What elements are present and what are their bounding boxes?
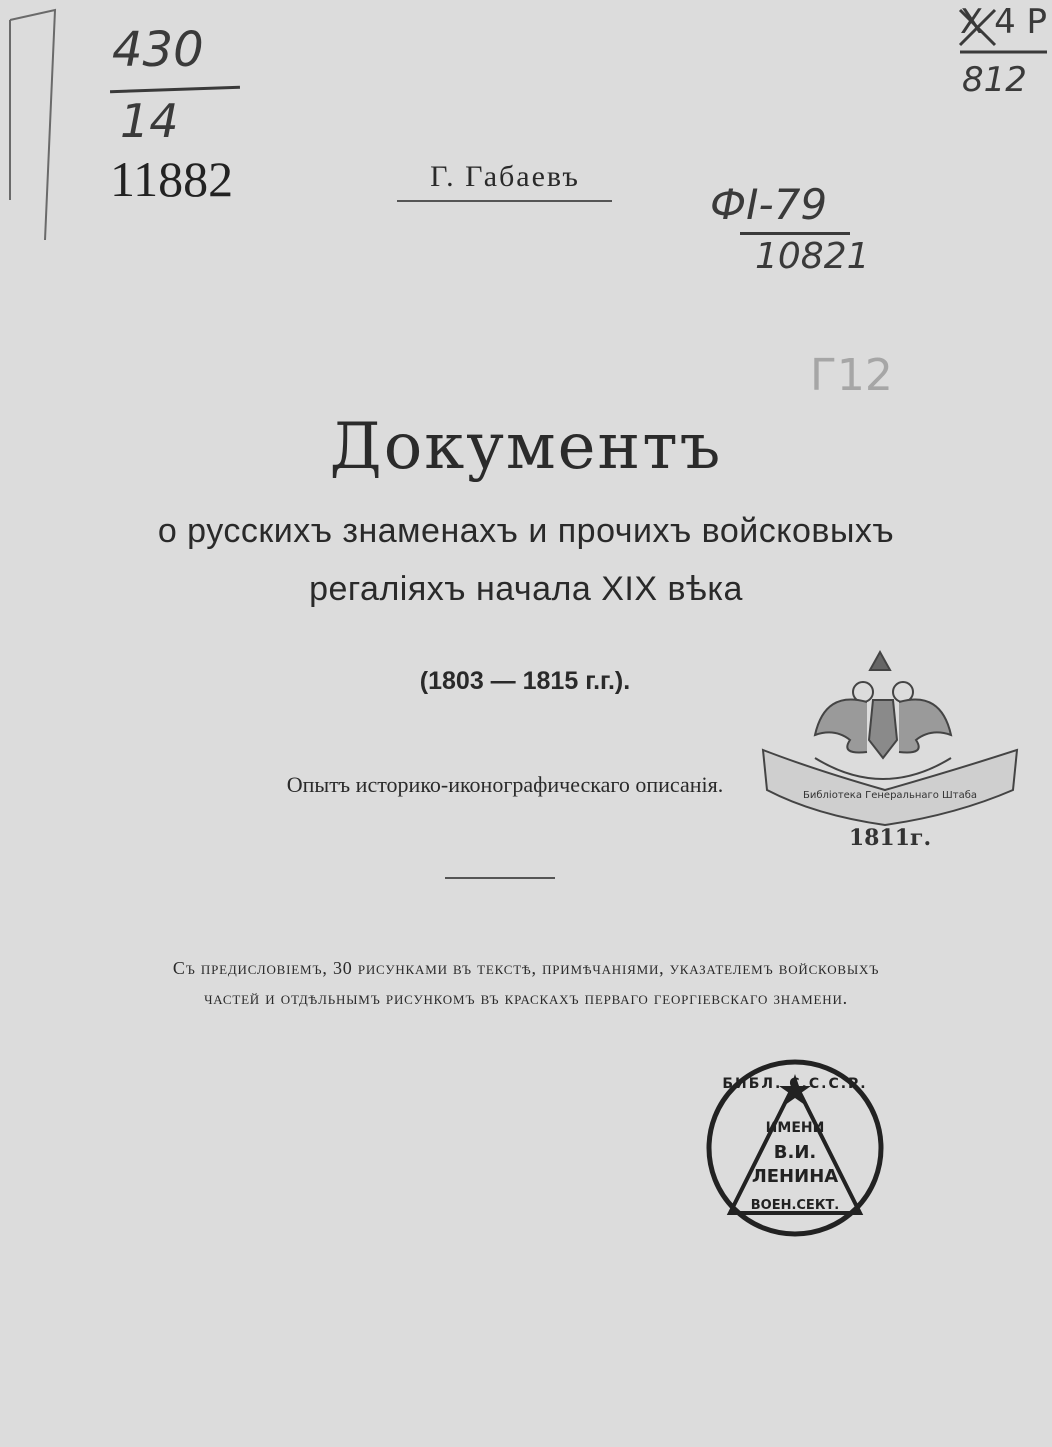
stamp-line-2: В.И. <box>773 1142 817 1163</box>
stamp-line-4: ВОЕН.СЕКТ. <box>750 1198 840 1213</box>
handwritten-fraction-bar <box>110 86 240 94</box>
author-name: Г. Габаевъ <box>430 160 580 193</box>
handwritten-number-top: 430 <box>112 22 204 78</box>
handwritten-number-bottom: 14 <box>120 94 179 148</box>
extras-line-2: частей и отдѣльнымъ рисункомъ въ краскахъ перваго георгіевскаго знамени. <box>204 988 848 1008</box>
margin-pencil-mark <box>0 0 120 260</box>
inventory-number: 11882 <box>110 151 234 207</box>
shelf-mark-bottom: 10821 <box>755 236 870 277</box>
section-divider <box>445 877 555 879</box>
lenin-library-stamp <box>705 1058 885 1238</box>
shelf-mark-top: ФI-79 <box>710 180 828 229</box>
extras-line-1: Съ предисловіемъ, 30 рисунками въ текстѣ, примѣчаніями, указателемъ войсковыхъ <box>172 958 880 978</box>
handwritten-code-top-right: Х 4 Р <box>960 2 1048 42</box>
year-range: (1803 — 1815 г.г.). <box>419 667 631 695</box>
shelf-mark-bar <box>740 232 850 235</box>
author-rule <box>397 200 612 202</box>
eagle-library-stamp <box>755 640 1025 880</box>
faint-pencil-code: Г12 <box>810 350 893 401</box>
stamp-line-1: ИМЕНИ <box>765 1120 825 1136</box>
strikethrough-mark <box>955 0 1052 60</box>
eagle-stamp-ribbon-text: Библіотека Генеральнаго Штаба <box>803 790 977 801</box>
subtitle-line-1: о русскихъ знаменахъ и прочихъ войсковыхъ <box>157 512 895 550</box>
subtitle-line-2: регаліяхъ начала XIX вѣка <box>309 570 743 608</box>
eagle-stamp-year: 1811г. <box>848 825 932 851</box>
document-title: Документъ <box>329 410 723 484</box>
description-line: Опытъ историко-иконографическаго описанія. <box>286 772 724 797</box>
handwritten-code-bottom-right: 812 <box>962 60 1027 100</box>
stamp-outer-text: БИБЛ. С.С.С.Р. <box>722 1076 868 1092</box>
stamp-line-3: ЛЕНИНА <box>751 1166 839 1187</box>
